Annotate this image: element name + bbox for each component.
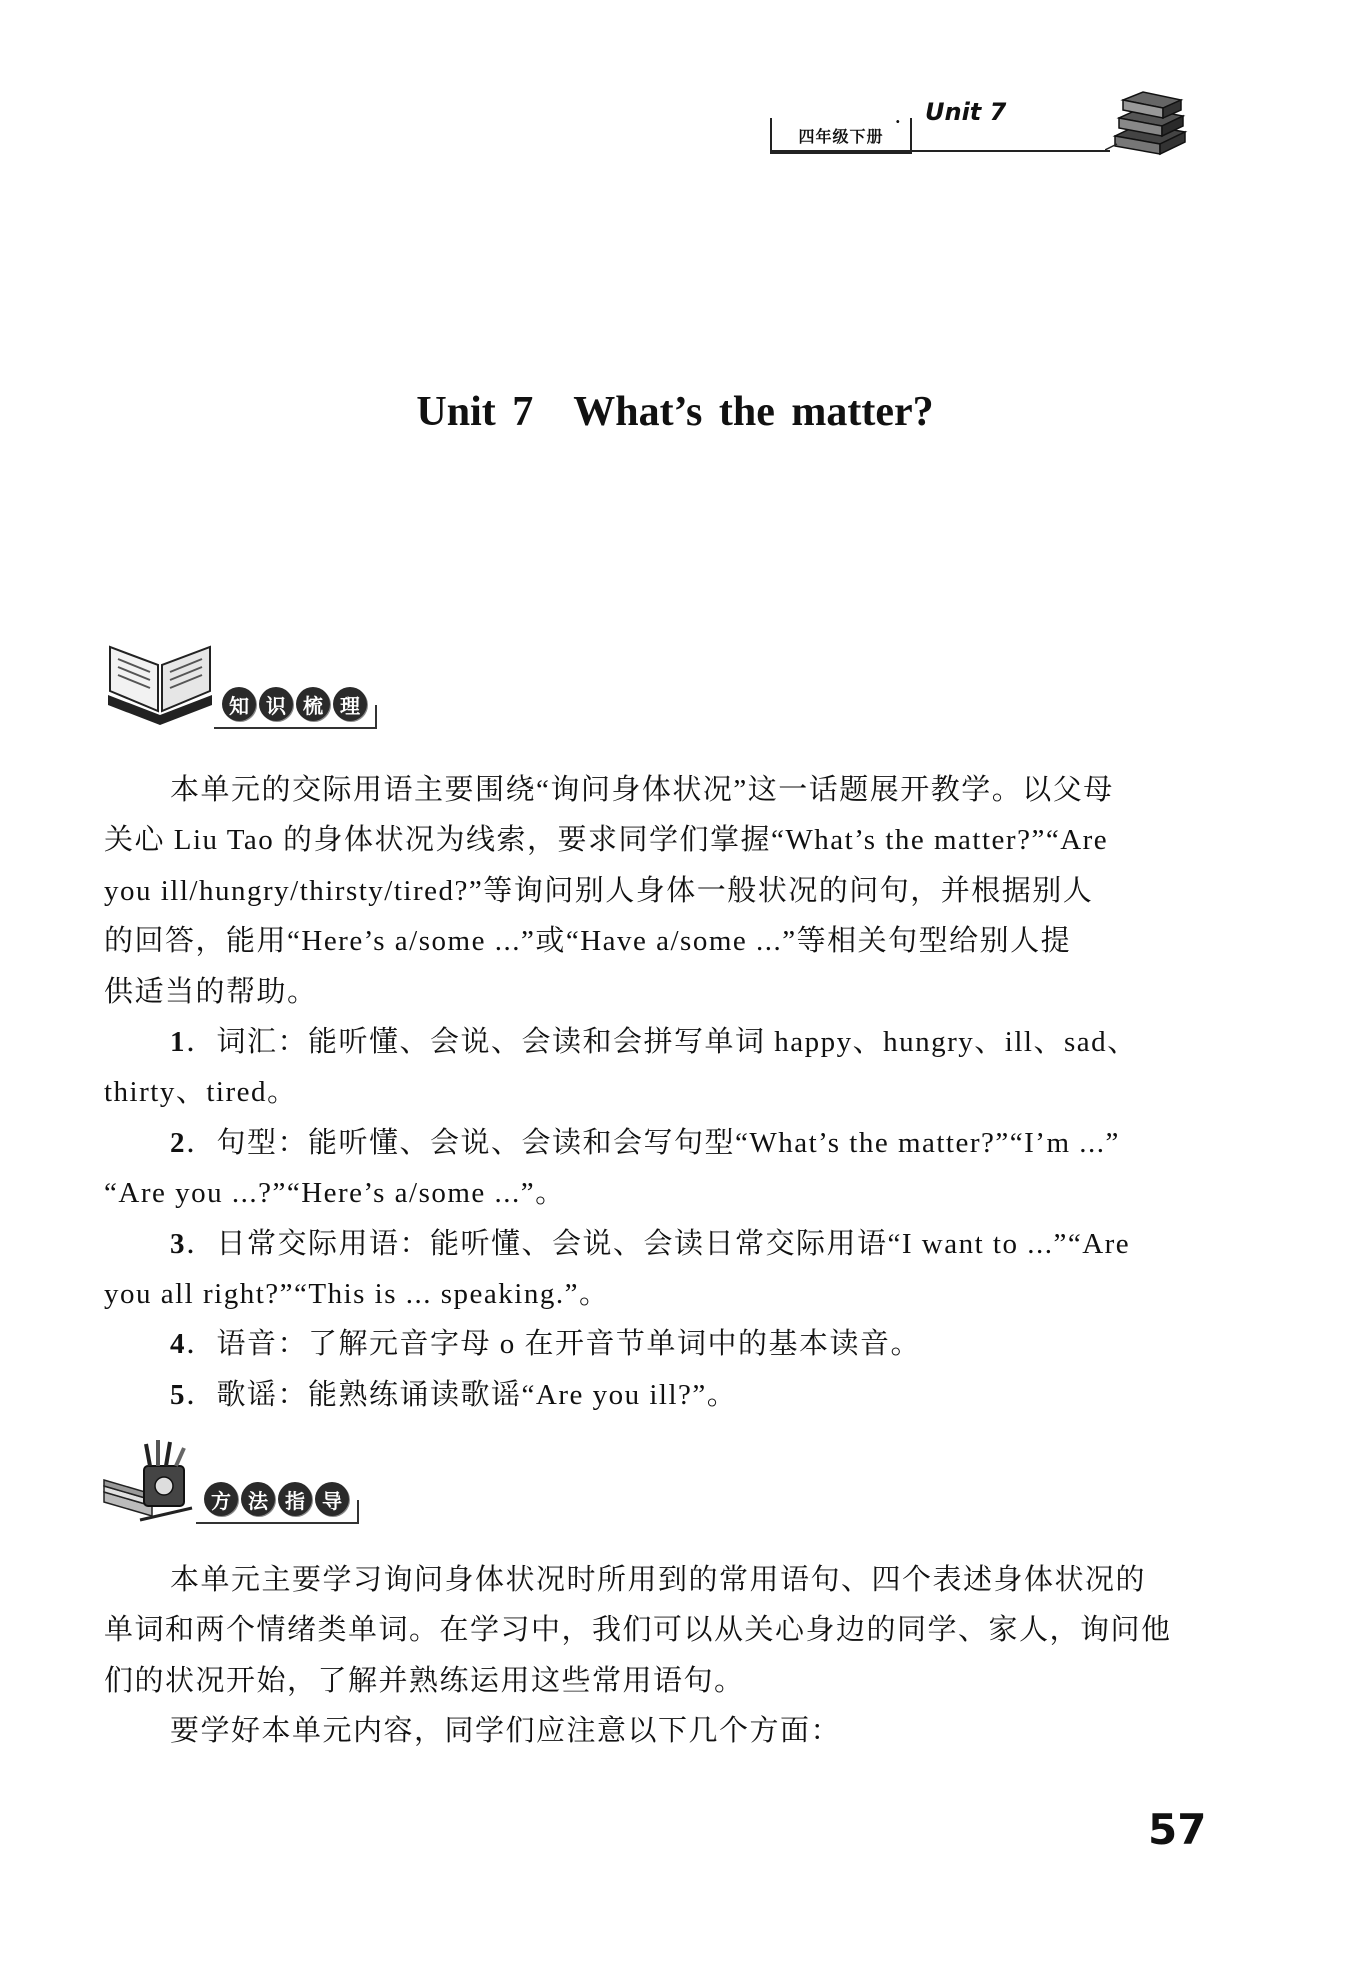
list-item <box>104 1017 1189 1067</box>
header-unit-label: Unit 7 <box>925 98 1007 126</box>
section1-items <box>104 1017 1189 1420</box>
item-text: ．语音：了解元音字母 o 在开音节单词中的基本读音。 <box>186 1328 922 1361</box>
list-item-continuation: thirty、tired。 <box>104 1076 298 1109</box>
section-heading-knowledge <box>100 645 367 727</box>
section-heading-method <box>100 1440 349 1522</box>
item-number: 3 <box>170 1227 186 1260</box>
open-book-icon <box>100 645 218 727</box>
header-rule <box>770 150 1110 152</box>
grade-label: 四年级下册 <box>770 118 912 154</box>
item-number: 2 <box>170 1126 186 1159</box>
item-text: ．句型：能听懂、会说、会读和会写句型“What’s the matter?”“I’m ...” <box>186 1126 1120 1159</box>
text-line: 单词和两个情绪类单词。在学习中，我们可以从关心身边的同学、家人，询问他 <box>104 1614 1172 1647</box>
list-item <box>104 1319 1189 1369</box>
badge-char: 识 <box>259 687 293 721</box>
badge-frame <box>214 705 377 729</box>
text-line: 要学好本单元内容，同学们应注意以下几个方面： <box>170 1715 842 1748</box>
unit-title-number: Unit 7 <box>416 389 534 435</box>
text-line: 关心 Liu Tao 的身体状况为线索，要求同学们掌握“What’s the matter?”“Are <box>104 824 1109 857</box>
list-item-continuation: you all right?”“This is ... speaking.”。 <box>104 1278 610 1311</box>
text-line: 的回答，能用“Here’s a/some ...”或“Have a/some ...”等相关句型给别人提 <box>104 925 1072 958</box>
header-dot: · <box>895 112 901 131</box>
item-number: 5 <box>170 1378 186 1411</box>
unit-title <box>0 388 1350 436</box>
list-item-continuation: “Are you ...?”“Here’s a/some ...”。 <box>104 1177 566 1210</box>
list-item <box>104 1118 1189 1168</box>
text-line: 本单元主要学习询问身体状况时所用到的常用语句、四个表述身体状况的 <box>170 1564 1147 1596</box>
text-line: 们的状况开始，了解并熟练运用这些常用语句。 <box>104 1664 745 1697</box>
badge-char: 导 <box>315 1482 349 1516</box>
item-text: ．日常交际用语：能听懂、会说、会读日常交际用语“I want to ...”“Are <box>186 1227 1131 1260</box>
section-badges <box>222 687 367 721</box>
text-line: 本单元的交际用语主要围绕“询问身体状况”这一话题展开教学。以父母 <box>170 774 1114 806</box>
books-stack-icon <box>1105 88 1190 158</box>
item-text: ．歌谣：能熟练诵读歌谣“Are you ill?”。 <box>186 1378 738 1411</box>
item-number: 4 <box>170 1328 186 1361</box>
badge-char: 知 <box>222 687 256 721</box>
pencil-cup-icon <box>100 1440 200 1522</box>
item-text: ．词汇：能听懂、会说、会读和会拼写单词 happy、hungry、ill、sad、 <box>186 1026 1138 1058</box>
badge-char: 梳 <box>296 687 330 721</box>
item-number: 1 <box>170 1026 186 1058</box>
list-item <box>104 1219 1189 1269</box>
section2-paragraph <box>104 1555 1189 1757</box>
list-item <box>104 1370 1189 1420</box>
section1-intro <box>104 765 1189 1017</box>
badge-char: 理 <box>333 687 367 721</box>
badge-char: 方 <box>204 1482 238 1516</box>
badge-char: 法 <box>241 1482 275 1516</box>
page-number: 57 <box>1148 1805 1207 1854</box>
unit-title-topic: What’s the matter? <box>573 389 934 435</box>
badge-char: 指 <box>278 1482 312 1516</box>
badge-frame <box>196 1500 359 1524</box>
text-line: 供适当的帮助。 <box>104 975 318 1008</box>
text-line: you ill/hungry/thirsty/tired?”等询问别人身体一般状况的问句，并根据别人 <box>104 874 1094 907</box>
section-badges <box>204 1482 349 1516</box>
